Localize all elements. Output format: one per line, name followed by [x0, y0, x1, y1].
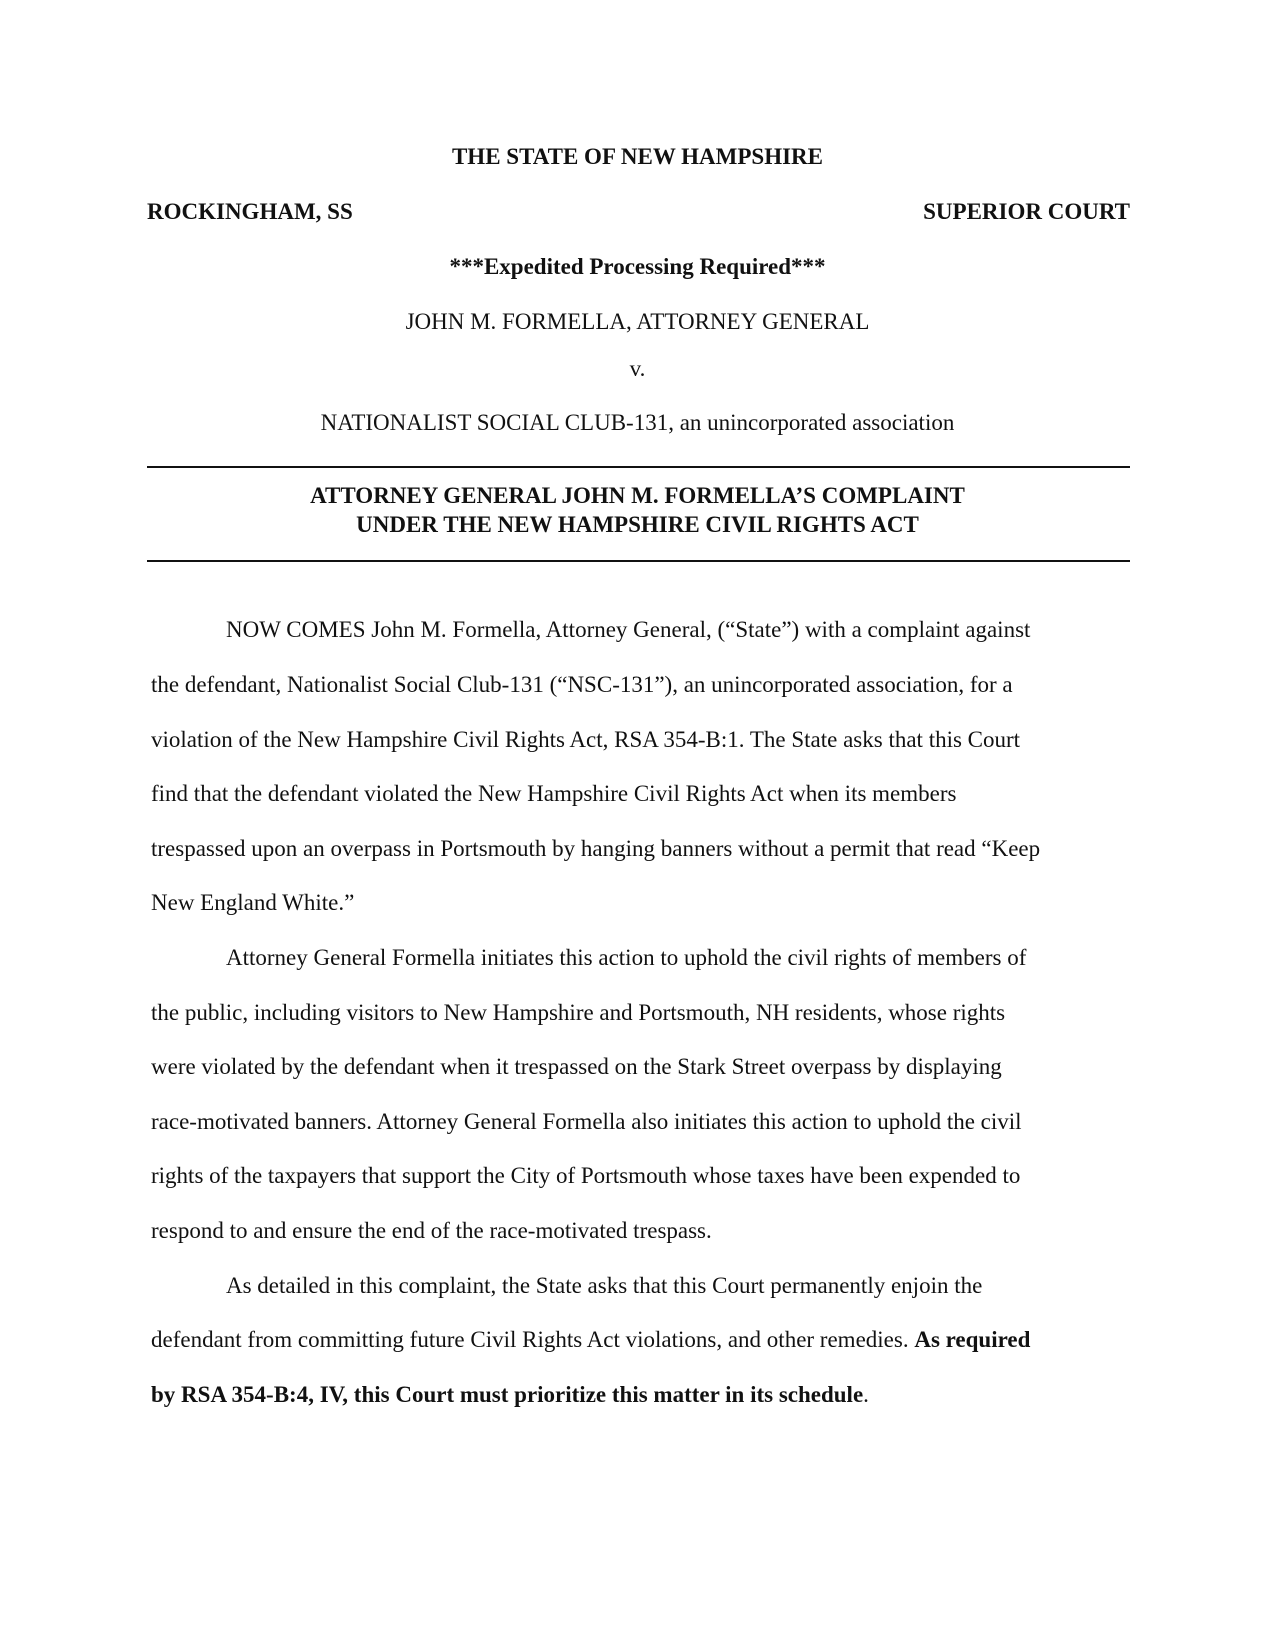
paragraph-line: race-motivated banners. Attorney General Formella also initiates this action to uphold the civil — [151, 1109, 1022, 1134]
paragraph-line: New England White.” — [151, 890, 355, 915]
priority-notice-start: As required — [914, 1327, 1031, 1352]
plaintiff-name: JOHN M. FORMELLA, ATTORNEY GENERAL — [405, 309, 870, 334]
paragraph-line: Attorney General Formella initiates this action to uphold the civil rights of members of — [226, 945, 1027, 970]
complaint-title-line2: UNDER THE NEW HAMPSHIRE CIVIL RIGHTS ACT — [356, 512, 919, 537]
complaint-title-line1: ATTORNEY GENERAL JOHN M. FORMELLA’S COMPLAINT — [310, 483, 965, 508]
paragraph-line: the defendant, Nationalist Social Club-131 (“NSC-131”), an unincorporated association, for a — [151, 672, 1013, 697]
bottom-rule — [147, 560, 1130, 562]
paragraph-line: As detailed in this complaint, the State asks that this Court permanently enjoin the — [226, 1273, 983, 1298]
paragraph-line — [151, 1381, 869, 1409]
state-heading: THE STATE OF NEW HAMPSHIRE — [451, 144, 824, 169]
court-label: SUPERIOR COURT — [923, 199, 1130, 224]
top-rule — [147, 466, 1130, 468]
paragraph-line: find that the defendant violated the New Hampshire Civil Rights Act when its members — [151, 781, 957, 806]
paragraph-line: the public, including visitors to New Hampshire and Portsmouth, NH residents, whose rights — [151, 1000, 1006, 1025]
paragraph-line: were violated by the defendant when it trespassed on the Stark Street overpass by displaying — [151, 1054, 1002, 1079]
paragraph-line: rights of the taxpayers that support the City of Portsmouth whose taxes have been expended to — [151, 1163, 1021, 1188]
paragraph-line: trespassed upon an overpass in Portsmouth by hanging banners without a permit that read “Keep — [151, 836, 1041, 861]
sentence-period: . — [863, 1382, 869, 1407]
expedited-notice: ***Expedited Processing Required*** — [449, 254, 826, 279]
defendant-name: NATIONALIST SOCIAL CLUB-131, an unincorporated association — [320, 410, 955, 435]
versus-label: v. — [629, 356, 646, 381]
paragraph-text: defendant from committing future Civil Rights Act violations, and other remedies. — [151, 1327, 915, 1352]
county-label: ROCKINGHAM, SS — [147, 199, 353, 224]
paragraph-line — [151, 1326, 1030, 1354]
priority-notice-end: by RSA 354-B:4, IV, this Court must prioritize this matter in its schedule — [151, 1382, 864, 1407]
paragraph-line: violation of the New Hampshire Civil Rights Act, RSA 354-B:1. The State asks that this Court — [151, 727, 1021, 752]
paragraph-line: respond to and ensure the end of the race-motivated trespass. — [151, 1218, 712, 1243]
paragraph-line: NOW COMES John M. Formella, Attorney General, (“State”) with a complaint against — [226, 617, 1031, 642]
